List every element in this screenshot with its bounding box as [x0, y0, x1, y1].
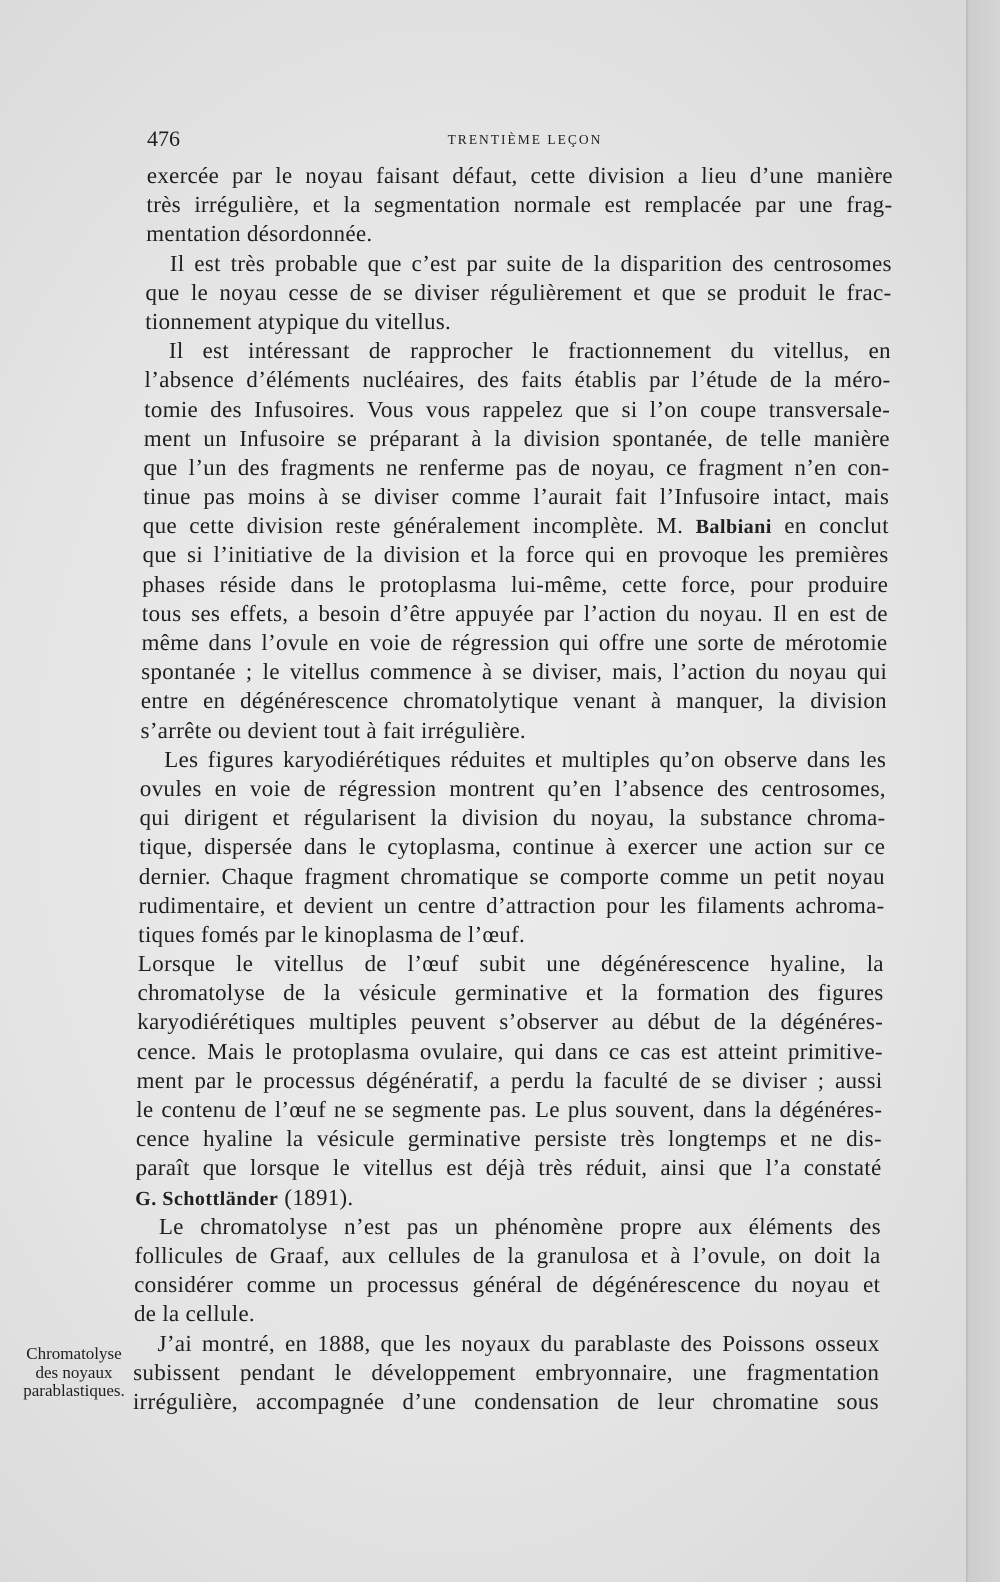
text-line: de la cellule. [133, 1301, 256, 1327]
page-number: 476 [147, 126, 180, 151]
text-line: dernier. Chaque fragment chromatique se comporte comme un petit noyau [138, 863, 886, 889]
text-line: tiques fomés par le kinoplasma de l’œuf. [138, 921, 526, 947]
text-line: Lorsque le vitellus de l’œuf subit une dégénérescence hyaline, la [137, 951, 885, 977]
text-line [135, 1183, 881, 1212]
text-line: subissent pendant le développement embryonnaire, une fragmentation [133, 1359, 880, 1385]
text-line: entre en dégénérescence chromatolytique venant à manquer, la division [140, 688, 888, 714]
running-head: TRENTIÈME LEÇON [447, 132, 603, 147]
text-line: le contenu de l’œuf ne se segmente pas. Le plus souvent, dans la dégénéres- [136, 1097, 883, 1122]
binding-edge [966, 0, 1000, 1582]
text-line: qui dirigent et régularisent la division du noyau, la substance chroma- [139, 805, 886, 831]
text-line: tionnement atypique du vitellus. [145, 308, 452, 334]
author-name: Balbiani [695, 516, 773, 539]
paragraph [134, 1212, 881, 1329]
text-line: ment un Infusoire se préparant à la division spontanée, de telle manière [143, 425, 890, 451]
text-line: paraît que lorsque le vitellus est déjà très réduit, ainsi que l’a constaté [135, 1155, 882, 1181]
paragraph [138, 745, 886, 949]
text-line: l’absence d’éléments nucléaires, des faits établis par l’étude de la méro- [144, 367, 891, 393]
text-line: tous ses effets, a besoin d’être appuyée par l’action du noyau. Il en est de [141, 600, 889, 626]
text-line: phases réside dans le protoplasma lui-même, cette force, pour produire [142, 571, 889, 597]
text-line: irrégulière, accompagnée d’une condensation de leur chromatine sous [132, 1388, 880, 1414]
author-name: G. Schottländer [135, 1187, 279, 1210]
text-line: cence. Mais le protoplasma ovulaire, qui dans ce cas est atteint primitive- [136, 1038, 884, 1064]
text-line: cence hyaline la vésicule germinative persiste très longtemps et ne dis- [135, 1126, 883, 1152]
text-line: rudimentaire, et devient un centre d’attraction pour les filaments achroma- [138, 892, 885, 918]
text-segment: (1891). [278, 1184, 354, 1210]
text-line: follicules de Graaf, aux cellules de la granulosa et à l’ovule, on doit la [134, 1242, 881, 1268]
margin-note-line: des noyaux [35, 1362, 113, 1382]
margin-note [12, 1345, 136, 1401]
text-line: Il est intéressant de rapprocher le fractionnement du vitellus, en [168, 338, 891, 364]
text-line: tinue pas moins à se diviser comme l’aurait fait l’Infusoire intact, mais [143, 484, 890, 510]
paragraph [133, 1329, 880, 1417]
text-line: même dans l’ovule en voie de régression qui offre une sorte de mérotomie [141, 630, 888, 655]
text-line: Les figures karyodiérétiques réduites et multiples qu’on observe dans les [164, 746, 887, 772]
text-line: Le chromatolyse n’est pas un phénomène propre aux éléments des [158, 1213, 882, 1239]
paragraph [145, 249, 892, 337]
text-segment: en conclut [771, 513, 890, 539]
text-line: chromatolyse de la vésicule germinative et la formation des figures [137, 980, 884, 1006]
body-text [133, 161, 893, 1416]
text-line: que l’un des fragments ne renferme pas de noyau, ce fragment n’en con- [143, 454, 890, 480]
text-line: karyodiérétiques multiples peuvent s’observer au début de la dégénéres- [137, 1009, 884, 1035]
text-line [143, 511, 889, 540]
text-line: considérer comme un processus général de dégénérescence du noyau et [134, 1272, 881, 1298]
text-line: mentation désordonnée. [146, 221, 373, 247]
text-line: très irrégulière, et la segmentation normale est remplacée par une frag- [146, 192, 893, 218]
text-segment: que cette division reste généralement incomplète. M. [142, 513, 696, 539]
text-line: J’ai montré, en 1888, que les noyaux du parablaste des Poissons osseux [157, 1330, 880, 1356]
text-line: exercée par le noyau faisant défaut, cette division a lieu d’une manière [146, 163, 893, 188]
text-line: spontanée ; le vitellus commence à se diviser, mais, l’action du noyau qui [141, 659, 888, 685]
text-line: Il est très probable que c’est par suite de la disparition des centrosomes [169, 250, 892, 276]
margin-note-line: Chromatolyse [26, 1344, 122, 1363]
text-line: ment par le processus dégénératif, a perdu la faculté de se diviser ; aussi [136, 1067, 883, 1093]
paragraph [146, 161, 893, 249]
paragraph [135, 949, 884, 1212]
text-line: tomie des Infusoires. Vous vous rappelez que si l’on coupe transversale- [144, 396, 891, 422]
text-line: tique, dispersée dans le cytoplasma, continue à exercer une action sur ce [139, 834, 886, 860]
text-line: s’arrête ou devient tout à fait irrégulière. [140, 717, 527, 743]
text-line: que le noyau cesse de se diviser régulièrement et que se produit le frac- [145, 279, 892, 305]
paragraph [140, 336, 891, 745]
margin-note-line: parablastiques. [23, 1381, 125, 1400]
text-line: ovules en voie de régression montrent qu’en l’absence des centrosomes, [139, 775, 887, 801]
text-line: que si l’initiative de la division et la force qui en provoque les premières [142, 542, 889, 568]
